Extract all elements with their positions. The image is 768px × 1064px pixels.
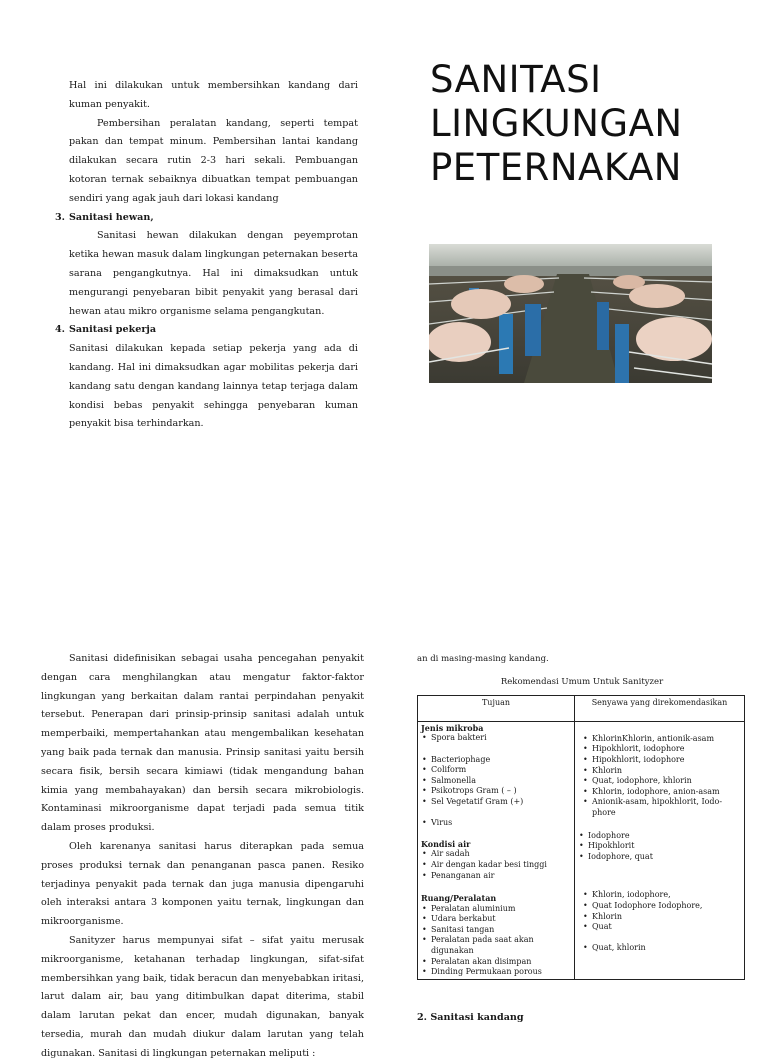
list-item: • Quat Iodophore Iodophore, [582,901,741,912]
list-item [421,808,571,819]
list-item: • Air sadah [421,849,571,860]
recommendation-table [417,695,745,980]
heading-sanitasi-pekerja [55,321,358,340]
list-item-group [421,904,571,978]
list-item: • Bacteriophage [421,755,571,766]
paragraph-continuation: an di masing-masing kandang. [417,654,549,664]
list-item: • Hipokhlorit, iodophore [582,755,741,766]
heading-sanitasi-hewan [55,209,358,228]
table-cell-tujuan [418,721,575,979]
title-line-1: SANITASI [430,58,602,101]
list-item: • Iodophore [578,831,741,842]
paragraph-oleh-karenanya: Oleh karenanya sanitasi harus diterapkan pada semua proses produksi ternak dan penanganan pasca panen. Resiko terjadinya penyakit pada ternak dan juga manusia dipengaruhi oleh interaksi antara 3 komponen yaitu ternak, lingkungan dan mikroorganisme. [41,840,364,928]
list-item [421,744,571,755]
title-line-2: LINGKUNGAN [430,102,683,145]
list-item: • Udara berkabut [421,914,571,925]
heading-number: 4. [55,324,66,336]
list-item: • Virus [421,818,571,829]
list-item: • Quat, khlorin [582,943,741,954]
list-item: • Sanitasi tangan [421,925,571,936]
list-item: • KhlorinKhlorin, antionik-asam [582,734,741,745]
section-title: Ruang/Peralatan [421,893,497,904]
pig-farm-photo [429,244,712,383]
heading-number: 3. [55,211,66,223]
bottom-right-column [417,650,747,1023]
list-item: • Khlorin [582,912,741,923]
list-item: • Quat [582,922,741,933]
bottom-left-column [41,650,364,1064]
list-item: • Psikotrops Gram ( – ) [421,786,571,797]
table-cell-senyawa [575,721,745,979]
list-item: • Hipokhlorit [578,841,741,852]
top-left-column [55,77,358,434]
table-row [418,721,745,979]
list-item-group [578,831,741,863]
table-header-tujuan: Tujuan [418,695,575,721]
section-title: Kondisi air [421,838,471,849]
paragraph-sanitasi-hewan: Sanitasi hewan dilakukan dengan peyemprotan ketika hewan masuk dalam lingkungan peternakan beserta sarana pengangkutnya. Hal ini dimaksudkan untuk mengurangi penyebaran bibit penyakit yang berasal dari hewan atau mikro organisme selama pengangkutan. [69,230,358,317]
heading-text: Sanitasi pekerja [69,324,157,336]
list-item: • Peralatan akan disimpan [421,957,571,968]
list-item: • Khlorin [582,766,741,777]
paragraph-sanitasi-pekerja: Sanitasi dilakukan kepada setiap pekerja yang ada di kandang. Hal ini dimaksudkan agar mobilitas pekerja dari kandang satu dengan kandang lainnya tetap terjaga dalam kondisi bebas penyakit sehingga penyebaran kuman penyakit bisa terhindarkan. [69,343,358,430]
list-item: • Quat, iodophore, khlorin [582,776,741,787]
heading-text: Sanitasi kandang [430,1011,524,1023]
list-item: • Khlorin, iodophore, anion-asam [582,787,741,798]
list-item: • Anionik-asam, hipokhlorit, Iodo- phore [582,797,741,818]
list-item: • Peralatan aluminium [421,904,571,915]
list-item: • Penanganan air [421,871,571,882]
list-item [582,933,741,944]
page-title [430,58,683,190]
list-item: • Spora bakteri [421,733,571,744]
list-item: • Khlorin, iodophore, [582,890,741,901]
list-item: • Sel Vegetatif Gram (+) [421,797,571,808]
list-item-group [582,890,741,954]
list-item: • Dinding Permukaan porous [421,967,571,978]
table-caption: Rekomendasi Umum Untuk Sanityzer [500,676,664,687]
heading-text: Sanitasi hewan, [69,211,154,223]
paragraph-kuman: Hal ini dilakukan untuk membersihkan kandang dari kuman penyakit. [69,80,358,110]
list-item: • Hipokhlorit, iodophore [582,744,741,755]
table-header-senyawa: Senyawa yang direkomendasikan [575,695,745,721]
table-header-row [418,695,745,721]
paragraph-definisi: Sanitasi didefinisikan sebagai usaha pencegahan penyakit dengan cara menghilangkan atau mengatur faktor-faktor lingkungan yang berkaitan dalam rantai perpindahan penyakit tersebut. Penerapan dari prinsip-prinsip sanitasi adalah untuk memperbaiki, mempertahankan atau mengembalikan kesehatan yang baik pada ternak dan manusia. Prinsip sanitasi yaitu bersih secara fisik, bersih secara kimiawi (tidak mengandung bahan kimia yang membahayakan) dan bersih secara mikrobiologis. Kontaminasi mikroorganisme dapat terjadi pada semua titik dalam proses produksi. [41,653,364,834]
title-line-3: PETERNAKAN [430,146,682,189]
list-item: • Air dengan kadar besi tinggi [421,860,571,871]
list-item-group [421,733,571,828]
heading-sanitasi-kandang [417,1012,747,1023]
list-item: • Salmonella [421,776,571,787]
section-title: Jenis mikroba [421,722,484,733]
paragraph-pembersihan: Pembersihan peralatan kandang, seperti tempat pakan dan tempat minum. Pembersihan lantai kandang dilakukan secara rutin 2-3 hari sekali. Pembuangan kotoran ternak sebaiknya dibuatkan tempat pembuangan sendiri yang agak jauh dari lokasi kandang [69,117,358,204]
paragraph-sanityzer: Sanityzer harus mempunyai sifat – sifat yaitu merusak mikroorganisme, ketahanan terhadap lingkungan, sifat-sifat membersihkan yang baik, tidak beracun dan menyebabkan iritasi, larut dalam air, bau yang ditimbulkan dapat diterima, stabil dalam larutan pekat dan encer, mudah digunakan, banyak tersedia, murah dan mudah diukur dalam larutan yang telah digunakan. Sanitasi di lingkungan peternakan meliputi : [41,934,364,1059]
list-item-group [582,734,741,819]
list-item: • Peralatan pada saat akan digunakan [421,935,571,956]
list-item: • Iodophore, quat [578,852,741,863]
list-item: • Coliform [421,765,571,776]
list-item-group [421,849,571,881]
heading-number: 2. [417,1011,428,1023]
